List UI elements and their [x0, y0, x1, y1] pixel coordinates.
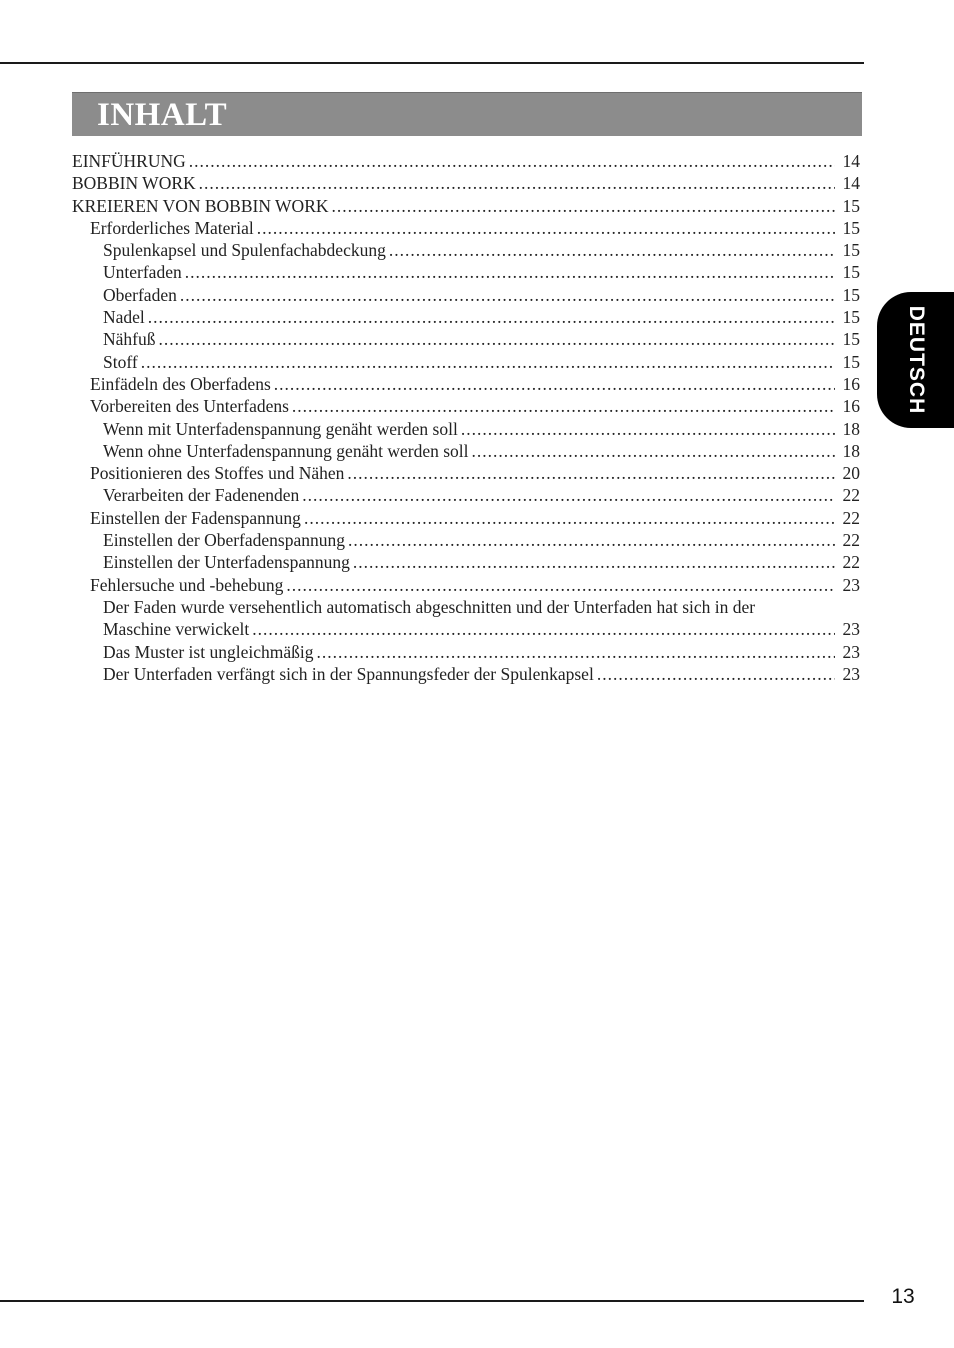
toc-entry-title: Einstellen der Fadenspannung	[90, 507, 301, 528]
toc-leader-dots	[472, 440, 836, 462]
toc-entry-title: Das Muster ist ungleichmäßig	[103, 641, 314, 662]
page-title-bar	[72, 92, 862, 136]
toc-entry-title: Nähfuß	[103, 329, 156, 350]
toc-entry-title: Stoff	[103, 351, 138, 372]
toc-leader-dots	[180, 284, 835, 306]
toc-entry-page: 15	[842, 284, 860, 305]
toc-entry-page: 18	[842, 440, 860, 461]
toc-entry	[72, 261, 860, 283]
toc-entry-title: Verarbeiten der Fadenenden	[103, 485, 300, 506]
toc-entry	[72, 328, 860, 350]
toc-entry	[72, 574, 860, 596]
toc-entry-title: Maschine verwickelt	[103, 619, 250, 640]
toc-entry-page: 15	[842, 217, 860, 238]
toc-entry-page: 15	[842, 329, 860, 350]
toc-leader-dots	[252, 618, 835, 640]
toc-leader-dots	[353, 551, 835, 573]
toc-entry-title: Einstellen der Oberfadenspannung	[103, 530, 346, 551]
toc-entry-page: 18	[842, 418, 860, 439]
toc-leader-dots	[347, 462, 835, 484]
toc-leader-dots	[389, 239, 835, 261]
toc-leader-dots	[597, 663, 835, 685]
toc-entry-title: Wenn ohne Unterfadenspannung genäht werden soll	[103, 440, 469, 461]
toc-leader-dots	[274, 373, 835, 395]
toc-entry-page: 22	[842, 552, 860, 573]
toc-entry-title: Oberfaden	[103, 284, 177, 305]
toc-entry-page: 15	[842, 240, 860, 261]
toc-entry	[72, 596, 860, 618]
toc-entry	[72, 150, 860, 172]
toc-entry-title: Der Faden wurde versehentlich automatisch abgeschnitten und der Unterfaden hat sich in der	[103, 596, 756, 617]
toc-entry	[72, 172, 860, 194]
toc-entry	[72, 395, 860, 417]
toc-leader-dots	[332, 195, 835, 217]
toc-entry	[72, 484, 860, 506]
toc-entry	[72, 462, 860, 484]
toc-leader-dots	[302, 484, 835, 506]
language-tab-label: DEUTSCH	[904, 305, 928, 415]
toc-entry-page: 23	[842, 641, 860, 662]
toc-entry	[72, 306, 860, 328]
toc-entry-page: 23	[842, 663, 860, 684]
toc-entry-title: Nadel	[103, 307, 145, 328]
toc-entry-page: 15	[842, 262, 860, 283]
toc-entry-title: Einfädeln des Oberfadens	[90, 373, 271, 394]
toc-entry	[72, 551, 860, 573]
toc-leader-dots	[292, 395, 835, 417]
toc-entry-page: 15	[842, 195, 860, 216]
toc-entry-title: EINFÜHRUNG	[72, 151, 186, 171]
toc-leader-dots	[304, 507, 835, 529]
toc-entry-title: Positionieren des Stoffes und Nähen	[90, 463, 345, 484]
toc-entry	[72, 284, 860, 306]
toc-entry	[72, 641, 860, 663]
toc-entry-page: 15	[842, 351, 860, 372]
toc-leader-dots	[257, 217, 835, 239]
toc-entry-title: Vorbereiten des Unterfadens	[90, 396, 289, 417]
toc-leader-dots	[189, 150, 835, 172]
toc-leader-dots	[158, 328, 835, 350]
toc-entry-page: 22	[842, 507, 860, 528]
bottom-rule	[0, 1300, 864, 1302]
toc-leader-dots	[185, 261, 835, 283]
table-of-contents	[72, 150, 860, 685]
toc-entry	[72, 618, 860, 640]
toc-entry-title: Fehlersuche und -behebung	[90, 574, 284, 595]
toc-entry-title: Unterfaden	[103, 262, 182, 283]
toc-entry	[72, 418, 860, 440]
page-title: INHALT	[97, 97, 228, 133]
toc-leader-dots	[316, 641, 835, 663]
toc-entry-page: 22	[842, 530, 860, 551]
toc-entry-title: Wenn mit Unterfadenspannung genäht werden soll	[103, 418, 458, 439]
toc-entry-title: Einstellen der Unterfadenspannung	[103, 552, 350, 573]
toc-leader-dots	[148, 306, 835, 328]
top-rule	[0, 62, 864, 64]
toc-entry-title: Der Unterfaden verfängt sich in der Spannungsfeder der Spulenkapsel	[103, 663, 594, 684]
toc-entry-title: Spulenkapsel und Spulenfachabdeckung	[103, 240, 386, 261]
toc-entry-page: 23	[842, 619, 860, 640]
toc-entry	[72, 440, 860, 462]
toc-entry-page: 16	[842, 396, 860, 417]
toc-entry	[72, 663, 860, 685]
toc-entry	[72, 529, 860, 551]
toc-leader-dots	[348, 529, 835, 551]
toc-leader-dots	[141, 351, 835, 373]
toc-entry	[72, 239, 860, 261]
toc-entry-title: BOBBIN WORK	[72, 173, 196, 194]
language-tab	[877, 292, 954, 428]
toc-entry-title: Erforderliches Material	[90, 217, 254, 238]
toc-entry	[72, 507, 860, 529]
toc-entry	[72, 351, 860, 373]
toc-entry	[72, 373, 860, 395]
toc-leader-dots	[461, 418, 835, 440]
toc-entry-page: 16	[842, 373, 860, 394]
toc-entry-page: 15	[842, 307, 860, 328]
page-number: 13	[891, 1285, 915, 1308]
toc-leader-dots	[199, 172, 835, 194]
toc-entry-title: KREIEREN VON BOBBIN WORK	[72, 195, 329, 216]
toc-entry	[72, 195, 860, 217]
toc-entry-page: 14	[842, 173, 860, 194]
toc-entry-page: 23	[842, 574, 860, 595]
toc-leader-dots	[286, 574, 835, 596]
toc-entry-page: 20	[842, 463, 860, 484]
toc-entry-page: 14	[842, 151, 860, 171]
toc-entry-page: 22	[842, 485, 860, 506]
toc-entry	[72, 217, 860, 239]
